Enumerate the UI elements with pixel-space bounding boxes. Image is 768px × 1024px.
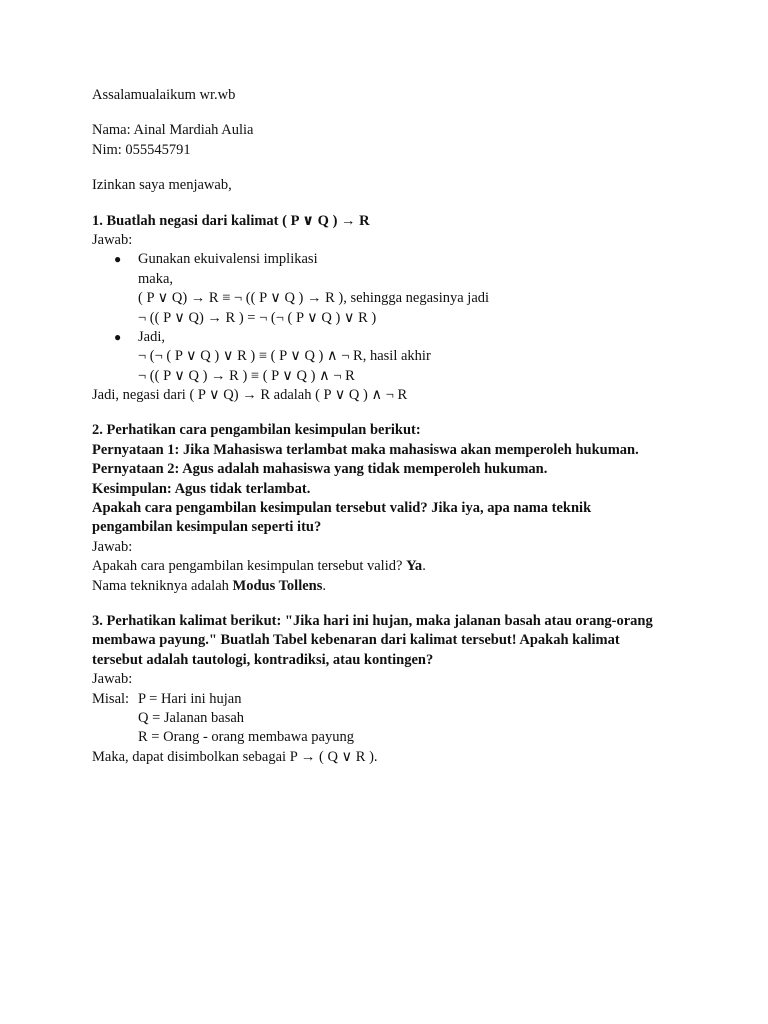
q1-bullet-1-line-1: maka,	[138, 270, 174, 287]
q3-misal-label: Misal:	[92, 690, 130, 707]
q1-bullet-2	[92, 328, 672, 347]
q2-answer-2-bold: Modus Tollens	[232, 577, 323, 594]
greeting: Assalamualaikum wr.wb	[92, 87, 236, 103]
spacer	[92, 105, 672, 121]
q2-answer-1-bold: Ya	[406, 558, 423, 575]
q3-question: 3. Perhatikan kalimat berikut: "Jika hari ini hujan, maka jalanan basah atau orang-orang membawa payung." Buatlah Tabel kebenaran dari kalimat tersebut! Apakah kalimat tersebut adalah tautologi, kontradiksi, atau kontingen?	[92, 613, 653, 668]
spacer	[92, 596, 672, 612]
q1-bullet-1-line-2: ( P ∨ Q) → R ≡ ¬ (( P ∨ Q ) → R ), sehingga negasinya jadi	[138, 290, 490, 307]
q2-answer-1-suffix: .	[422, 558, 426, 575]
q1-conclusion: Jadi, negasi dari ( P ∨ Q) → R adalah ( P ∨ Q ) ∧ ¬ R	[92, 387, 408, 404]
document-page	[92, 86, 672, 767]
q3-def-r: R = Orang - orang membawa payung	[138, 729, 354, 746]
q2-statement-2: Pernyataan 2: Agus adalah mahasiswa yang tidak memperoleh hukuman.	[92, 461, 548, 478]
spacer	[92, 405, 672, 421]
q1-bullet-1-line-3: ¬ (( P ∨ Q) → R ) = ¬ (¬ ( P ∨ Q ) ∨ R )	[138, 309, 377, 326]
q1-bullet-1	[92, 250, 672, 269]
q3-def-q: Q = Jalanan basah	[138, 710, 245, 727]
q1-bullet-2-line-1: ¬ (¬ ( P ∨ Q ) ∨ R ) ≡ ( P ∨ Q ) ∧ ¬ R, hasil akhir	[138, 348, 431, 365]
student-nim: Nim: 055545791	[92, 141, 191, 158]
intro-text: Izinkan saya menjawab,	[92, 177, 232, 194]
q2-answer-2	[92, 577, 672, 596]
q3-def-p-row	[92, 690, 672, 709]
q2-answer-1	[92, 557, 672, 576]
spacer	[92, 160, 672, 176]
q1-answer-label: Jawab:	[92, 231, 133, 248]
q1-question: 1. Buatlah negasi dari kalimat ( P ∨ Q ) → R	[92, 212, 370, 229]
q1-bullet-2-title: Jadi,	[138, 328, 165, 345]
student-name: Nama: Ainal Mardiah Aulia	[92, 122, 254, 139]
q2-answer-2-prefix: Nama tekniknya adalah	[92, 577, 233, 594]
q2-answer-label: Jawab:	[92, 538, 133, 555]
spacer	[92, 196, 672, 212]
q2-statement-1: Pernyataan 1: Jika Mahasiswa terlambat maka mahasiswa akan memperoleh hukuman.	[92, 441, 639, 458]
q2-answer-2-suffix: .	[322, 577, 327, 594]
q1-bullet-1-title: Gunakan ekuivalensi implikasi	[138, 251, 318, 268]
q2-answer-1-prefix: Apakah cara pengambilan kesimpulan tersebut valid?	[92, 558, 407, 575]
q2-heading: 2. Perhatikan cara pengambilan kesimpulan berikut:	[92, 422, 421, 439]
q3-symbolized: Maka, dapat disimbolkan sebagai P → ( Q ∨ R ).	[92, 748, 378, 765]
bullet-dot-icon: ●	[114, 252, 122, 267]
q3-def-p: P = Hari ini hujan	[138, 690, 242, 707]
q1-bullet-2-line-2: ¬ (( P ∨ Q ) → R ) ≡ ( P ∨ Q ) ∧ ¬ R	[138, 367, 355, 384]
q2-conclusion: Kesimpulan: Agus tidak terlambat.	[92, 480, 311, 497]
q2-question: Apakah cara pengambilan kesimpulan tersebut valid? Jika iya, apa nama teknik pengambilan kesimpulan seperti itu?	[92, 500, 592, 536]
bullet-dot-icon: ●	[114, 329, 122, 344]
q3-answer-label: Jawab:	[92, 671, 133, 688]
